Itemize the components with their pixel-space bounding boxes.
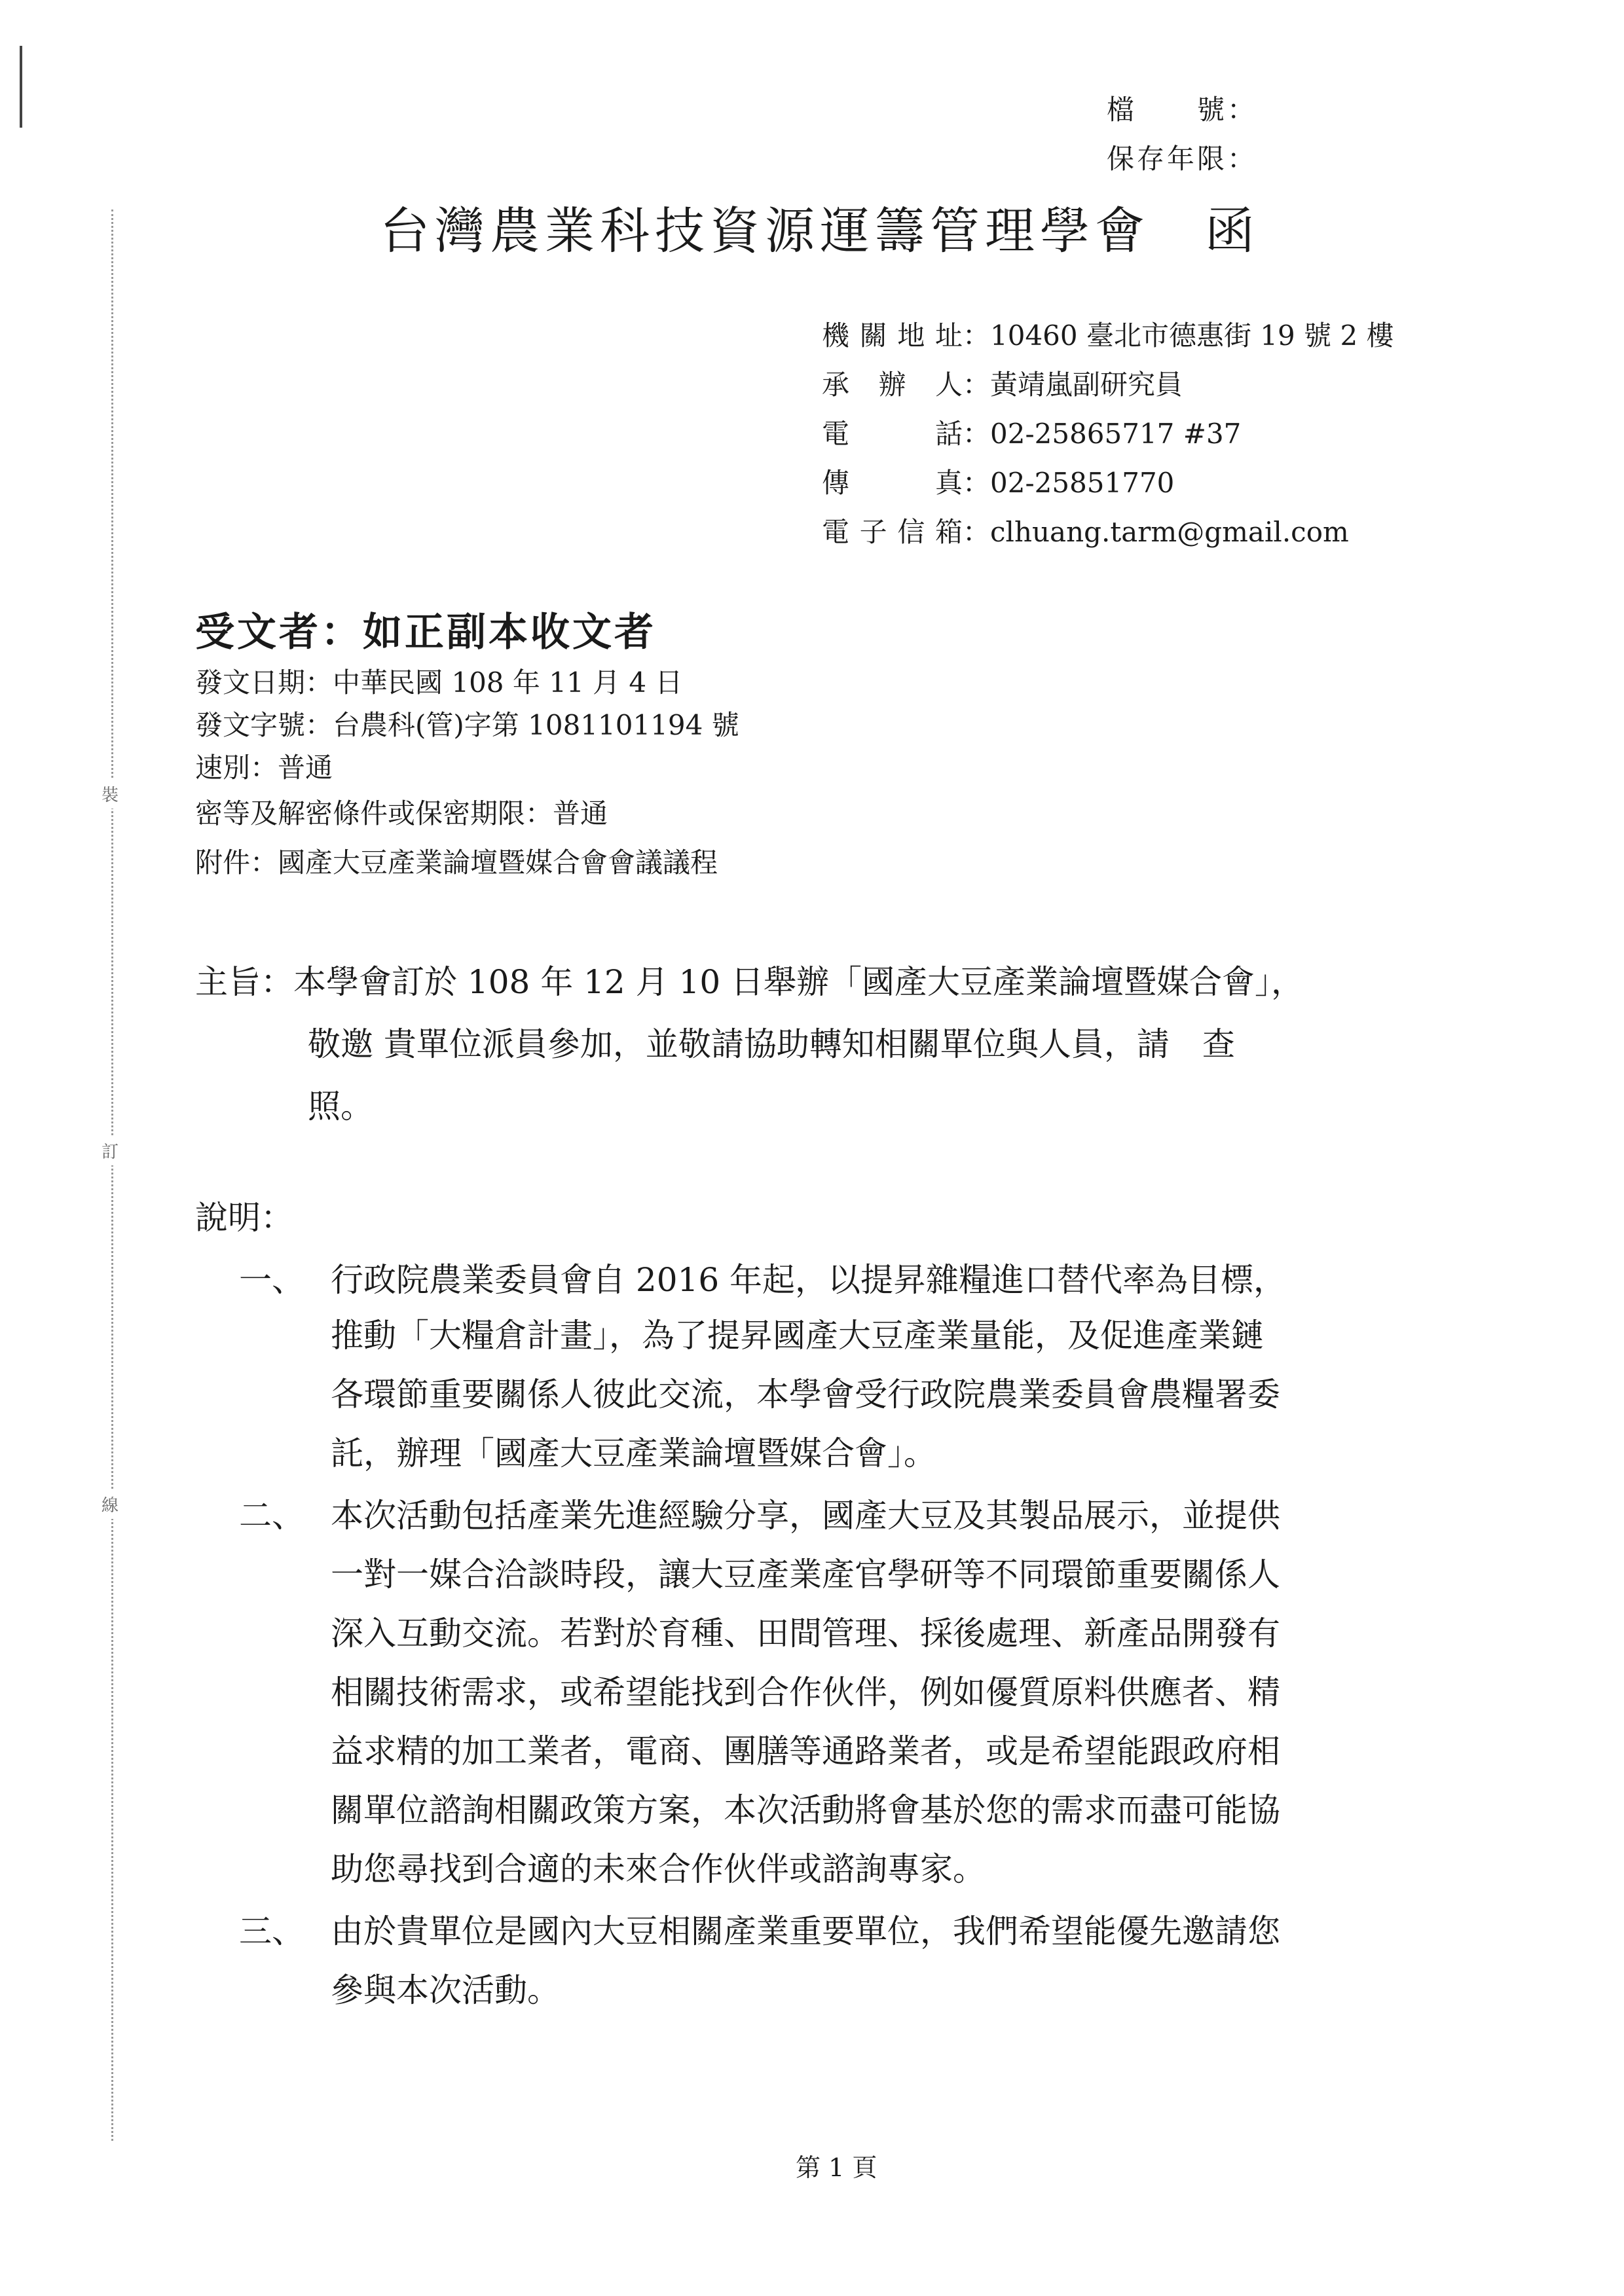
document-number: 發文字號：台農科(管)字第 1081101194 號 [195, 709, 739, 741]
contact-address [822, 314, 1394, 354]
document-title: 台灣農業科技資源運籌管理學會 函 [380, 202, 1260, 260]
contact-phone-label: 電話 [822, 418, 963, 450]
item-line: 一對一媒合洽談時段，讓大豆產業產官學研等不同環節重要關係人 [331, 1556, 1280, 1594]
contact-fax-label: 傳真 [822, 467, 963, 499]
binding-mark-zhuang: 裝 [101, 779, 119, 809]
item-number: 一、 [239, 1261, 304, 1299]
binding-mark-xian: 線 [101, 1489, 119, 1519]
item-line: 關單位諮詢相關政策方案，本次活動將會基於您的需求而盡可能協 [331, 1791, 1280, 1829]
contact-handler-label: 承辦人 [822, 369, 963, 401]
item-line: 參與本次活動。 [331, 1971, 560, 2009]
item-line: 推動「大糧倉計畫」，為了提昇國產大豆產業量能，及促進產業鏈 [331, 1317, 1264, 1355]
item-number: 三、 [239, 1912, 304, 1950]
contact-phone [822, 412, 1241, 452]
item-line: 本次活動包括產業先進經驗分享，國產大豆及其製品展示，並提供 [331, 1497, 1280, 1535]
item-line: 行政院農業委員會自 2016 年起，以提昇雜糧進口替代率為目標， [331, 1261, 1287, 1299]
binding-mark-ding: 訂 [101, 1136, 119, 1165]
subject-line: 照。 [308, 1087, 373, 1125]
contact-address-value: ：10460 臺北市德惠街 19 號 2 樓 [963, 319, 1394, 352]
issue-date: 發文日期：中華民國 108 年 11 月 4 日 [195, 666, 683, 699]
confidentiality: 密等及解密條件或保密期限：普通 [195, 797, 608, 829]
contact-handler [822, 363, 1183, 403]
item-line: 相關技術需求，或希望能找到合作伙伴，例如優質原料供應者、精 [331, 1673, 1280, 1711]
scan-edge-mark [20, 46, 22, 128]
explanation-label: 說明： [195, 1199, 293, 1237]
contact-email [822, 511, 1349, 550]
item-line: 託，辦理「國產大豆產業論壇暨媒合會」。 [331, 1434, 936, 1472]
contact-email-value: ：clhuang.tarm@gmail.com [963, 516, 1349, 548]
urgency: 速別：普通 [195, 752, 333, 784]
contact-phone-value: ：02-25865717 #37 [963, 418, 1242, 450]
retention-period-label: 保存年限： [1107, 143, 1258, 175]
contact-address-label: 機關地址 [822, 319, 963, 352]
recipient: 受文者：如正副本收文者 [195, 610, 656, 655]
contact-fax [822, 462, 1174, 501]
item-line: 深入互動交流。若對於育種、田間管理、採後處理、新產品開發有 [331, 1614, 1280, 1652]
binding-line [111, 210, 113, 2141]
contact-handler-value: ：黃靖嵐副研究員 [963, 369, 1183, 401]
file-number-label: 檔 號： [1107, 94, 1258, 126]
contact-fax-value: ：02-25851770 [963, 467, 1175, 499]
page-number: 第 1 頁 [796, 2153, 877, 2182]
attachment: 附件：國產大豆產業論壇暨媒合會會議議程 [195, 847, 718, 879]
subject-label: 主旨： [195, 963, 293, 1001]
contact-email-label: 電子信箱 [822, 516, 963, 548]
item-line: 各環節重要關係人彼此交流，本學會受行政院農業委員會農糧署委 [331, 1376, 1280, 1413]
item-line: 助您尋找到合適的未來合作伙伴或諮詢專家。 [331, 1850, 986, 1888]
item-line: 由於貴單位是國內大豆相關產業重要單位，我們希望能優先邀請您 [331, 1912, 1280, 1950]
item-line: 益求精的加工業者，電商、團膳等通路業者，或是希望能跟政府相 [331, 1732, 1280, 1770]
subject-line: 本學會訂於 108 年 12 月 10 日舉辦「國產大豆產業論壇暨媒合會」， [293, 963, 1304, 1001]
subject-line: 敬邀 貴單位派員參加，並敬請協助轉知相關單位與人員，請 查 [308, 1025, 1235, 1063]
item-number: 二、 [239, 1497, 304, 1535]
